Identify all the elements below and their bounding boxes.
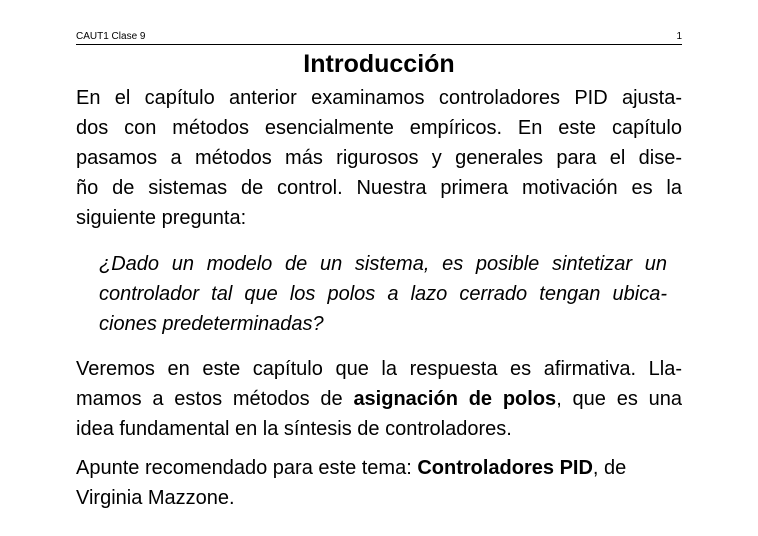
intro-line: En el capítulo anterior examinamos controladores PID ajusta-: [76, 87, 682, 109]
pole-placement-term: asignación de polos: [353, 388, 557, 410]
intro-line: pasamos a métodos más rigurosos y generales para el dise-: [76, 147, 682, 169]
answer-text: , que es una: [556, 388, 682, 410]
slide-header: [76, 30, 682, 44]
page-number: 1: [676, 31, 682, 42]
question-line: controlador tal que los polos a lazo cerrado tengan ubica-: [99, 283, 667, 305]
intro-line: dos con métodos esencialmente empíricos. En este capítulo: [76, 117, 682, 139]
answer-paragraph: [76, 354, 682, 444]
course-label: CAUT1 Clase 9: [76, 31, 146, 42]
reference-text: Apunte recomendado para este tema:: [76, 457, 418, 479]
answer-line: Veremos en este capítulo que la respuesta es afirmativa. Lla-: [76, 358, 682, 380]
reference-paragraph: [76, 453, 682, 513]
intro-line: siguiente pregunta:: [76, 207, 247, 229]
intro-paragraph: [76, 83, 682, 233]
answer-line: idea fundamental en la síntesis de controladores.: [76, 418, 512, 440]
intro-line: ño de sistemas de control. Nuestra primera motivación es la: [76, 177, 682, 199]
header-divider: [76, 44, 682, 45]
key-question: [99, 249, 667, 339]
slide-title: Introducción: [303, 50, 455, 78]
question-line: ciones predeterminadas?: [99, 313, 324, 335]
answer-text: mamos a estos métodos de: [76, 388, 354, 410]
answer-line: [76, 384, 682, 414]
reference-title: Controladores PID: [417, 457, 593, 479]
reference-line: [76, 453, 682, 483]
question-line: ¿Dado un modelo de un sistema, es posible sintetizar un: [99, 253, 667, 275]
reference-text: , de: [592, 457, 627, 479]
reference-author: Virginia Mazzone.: [76, 487, 235, 509]
